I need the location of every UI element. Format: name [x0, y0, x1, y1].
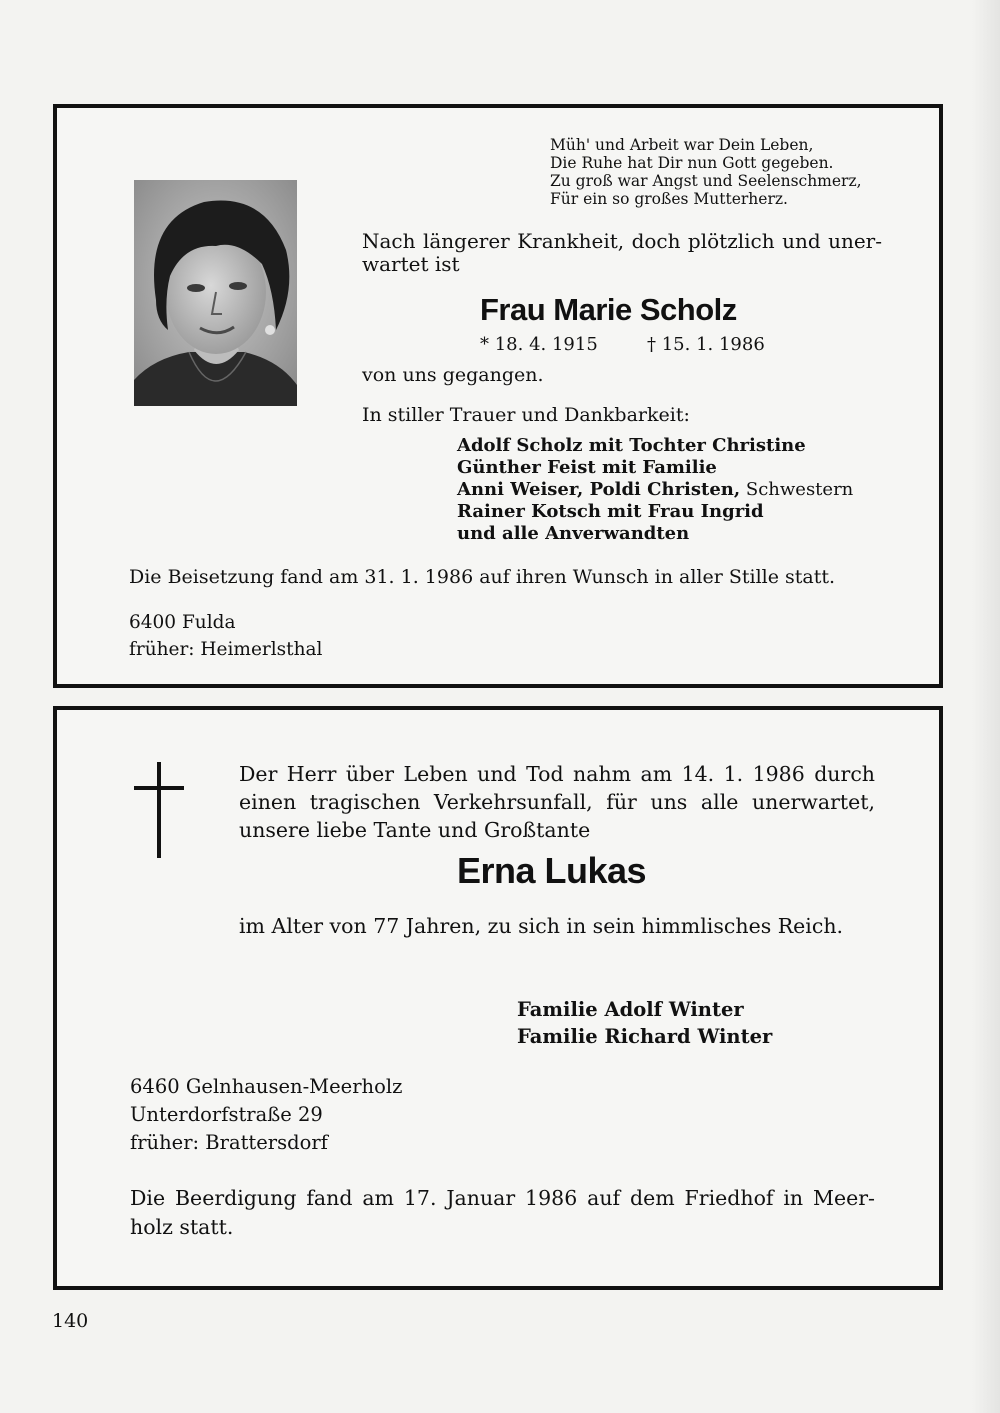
address-line: früher: Heimerlsthal [129, 639, 323, 660]
address-line: 6460 Gelnhausen-Meerholz [130, 1075, 403, 1098]
intro-text [239, 760, 875, 844]
mourner [457, 479, 853, 501]
birth-date: * 18. 4. 1915 [480, 334, 598, 355]
memorial-poem [550, 136, 862, 208]
intro-line: unsere liebe Tante und Großtante [239, 818, 591, 842]
obituary-notice-erna-lukas [53, 706, 943, 1290]
mourner-names: Anni Weiser, Poldi Christen, [457, 479, 741, 500]
mourners-list [457, 435, 853, 545]
deceased-name: Frau Marie Scholz [480, 292, 737, 327]
intro-text [362, 230, 882, 276]
passed-away-text: von uns gegangen. [362, 364, 544, 386]
cross-icon [134, 762, 184, 858]
obituary-notice-marie-scholz [53, 104, 943, 688]
age-text: im Alter von 77 Jahren, zu sich in sein himmlisches Reich. [239, 914, 844, 938]
sisters-note: Schwestern [740, 479, 854, 500]
family-member: Familie Richard Winter [517, 1025, 773, 1048]
mourner: Rainer Kotsch mit Frau Ingrid [457, 501, 764, 522]
intro-line: Der Herr über Leben und Tod nahm am 14. 1. 1986 durch [239, 762, 875, 786]
funeral-line: holz statt. [130, 1215, 234, 1239]
funeral-info [130, 1184, 875, 1242]
address [130, 1073, 402, 1157]
deceased-name: Erna Lukas [457, 850, 647, 891]
poem-line: Die Ruhe hat Dir nun Gott gegeben. [550, 154, 834, 172]
address-line: 6400 Fulda [129, 612, 236, 633]
mourner: und alle Anverwandten [457, 523, 690, 544]
funeral-line: Die Beerdigung fand am 17. Januar 1986 auf dem Friedhof in Meer- [130, 1186, 875, 1210]
intro-line: Nach längerer Krankheit, doch plötzlich und uner- [362, 229, 882, 253]
intro-line: wartet ist [362, 252, 460, 276]
poem-line: Müh' und Arbeit war Dein Leben, [550, 136, 814, 154]
poem-line: Für ein so großes Mutterherz. [550, 190, 788, 208]
scan-edge-shadow [972, 0, 1000, 1413]
death-date: † 15. 1. 1986 [647, 334, 765, 355]
portrait-photo [134, 180, 297, 406]
mourning-label: In stiller Trauer und Dankbarkeit: [362, 404, 690, 426]
poem-line: Zu groß war Angst und Seelenschmerz, [550, 172, 862, 190]
family-member: Familie Adolf Winter [517, 998, 744, 1021]
intro-line: einen tragischen Verkehrsunfall, für uns alle unerwartet, [239, 790, 875, 814]
address-line: Unterdorfstraße 29 [130, 1103, 323, 1126]
mourner: Günther Feist mit Familie [457, 457, 717, 478]
address [129, 609, 322, 663]
family-list [517, 996, 772, 1050]
page-number: 140 [52, 1310, 89, 1332]
funeral-info: Die Beisetzung fand am 31. 1. 1986 auf ihren Wunsch in aller Stille statt. [129, 566, 836, 588]
address-line: früher: Brattersdorf [130, 1131, 328, 1154]
mourner: Adolf Scholz mit Tochter Christine [457, 435, 806, 456]
